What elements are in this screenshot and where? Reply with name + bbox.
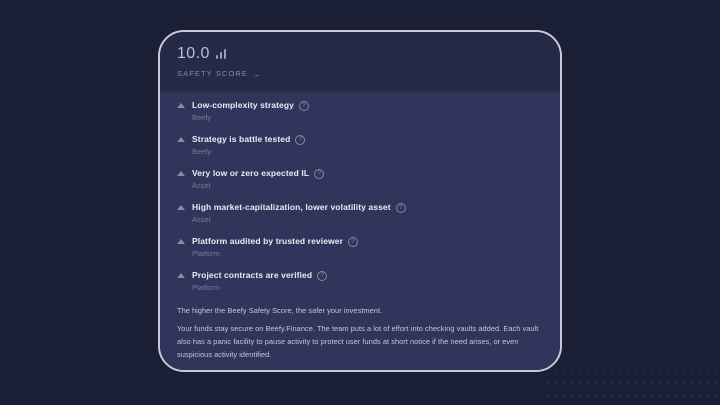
safety-check-category: Asset (192, 215, 211, 224)
safety-score-header (160, 32, 560, 91)
question-circle-icon[interactable]: ? (396, 203, 406, 213)
safety-check-item (177, 134, 542, 157)
footer-line-1: The higher the Beefy Safety Score, the safer your investment. (177, 306, 383, 315)
safety-check-category: Beefy (192, 147, 212, 156)
safety-check-item (177, 100, 542, 123)
arrow-up-triangle-icon (177, 137, 185, 142)
safety-check-item (177, 202, 542, 225)
safety-check-title: Project contracts are verified (192, 270, 313, 280)
arrow-up-triangle-icon (177, 205, 185, 210)
question-circle-icon[interactable]: ? (314, 169, 324, 179)
arrow-right-icon: → (252, 68, 261, 79)
safety-score-link[interactable] (177, 69, 261, 79)
safety-check-category: Beefy (192, 113, 212, 122)
safety-check-list (177, 100, 542, 293)
bar-chart-icon (216, 49, 226, 63)
safety-check-text (192, 134, 305, 157)
safety-score-card (158, 30, 562, 372)
safety-check-item (177, 236, 542, 259)
safety-check-category: Asset (192, 181, 211, 190)
safety-check-category: Platform (192, 283, 220, 292)
question-circle-icon[interactable]: ? (295, 135, 305, 145)
background-dot-pattern (540, 369, 720, 405)
safety-check-title: Very low or zero expected IL (192, 168, 310, 178)
safety-check-item (177, 168, 542, 191)
safety-check-title: Low-complexity strategy (192, 100, 294, 110)
arrow-up-triangle-icon (177, 103, 185, 108)
safety-check-title: Strategy is battle tested (192, 134, 291, 144)
safety-check-item (177, 270, 542, 293)
question-circle-icon[interactable]: ? (317, 271, 327, 281)
arrow-up-triangle-icon (177, 171, 185, 176)
safety-score-row (177, 45, 542, 63)
arrow-up-triangle-icon (177, 273, 185, 278)
question-circle-icon[interactable]: ? (299, 101, 309, 111)
footer-line-2: Your funds stay secure on Beefy.Finance. The team puts a lot of effort into checking vaults added. Each vault also has a panic facility to pause activity to protect user funds at short notice if the need arises, or even suspicious activity identified. (177, 324, 539, 359)
safety-check-text (192, 236, 358, 259)
safety-check-text (192, 100, 309, 123)
question-circle-icon[interactable]: ? (348, 237, 358, 247)
safety-score-label: SAFETY SCORE (177, 69, 248, 78)
safety-score-footer (177, 304, 542, 361)
safety-check-text (192, 270, 327, 293)
safety-check-text (192, 168, 324, 191)
safety-check-title: High market-capitalization, lower volatility asset (192, 202, 391, 212)
safety-score-details (160, 91, 560, 370)
safety-check-category: Platform (192, 249, 220, 258)
arrow-up-triangle-icon (177, 239, 185, 244)
safety-check-text (192, 202, 406, 225)
safety-score-value: 10.0 (177, 45, 210, 62)
safety-check-title: Platform audited by trusted reviewer (192, 236, 343, 246)
